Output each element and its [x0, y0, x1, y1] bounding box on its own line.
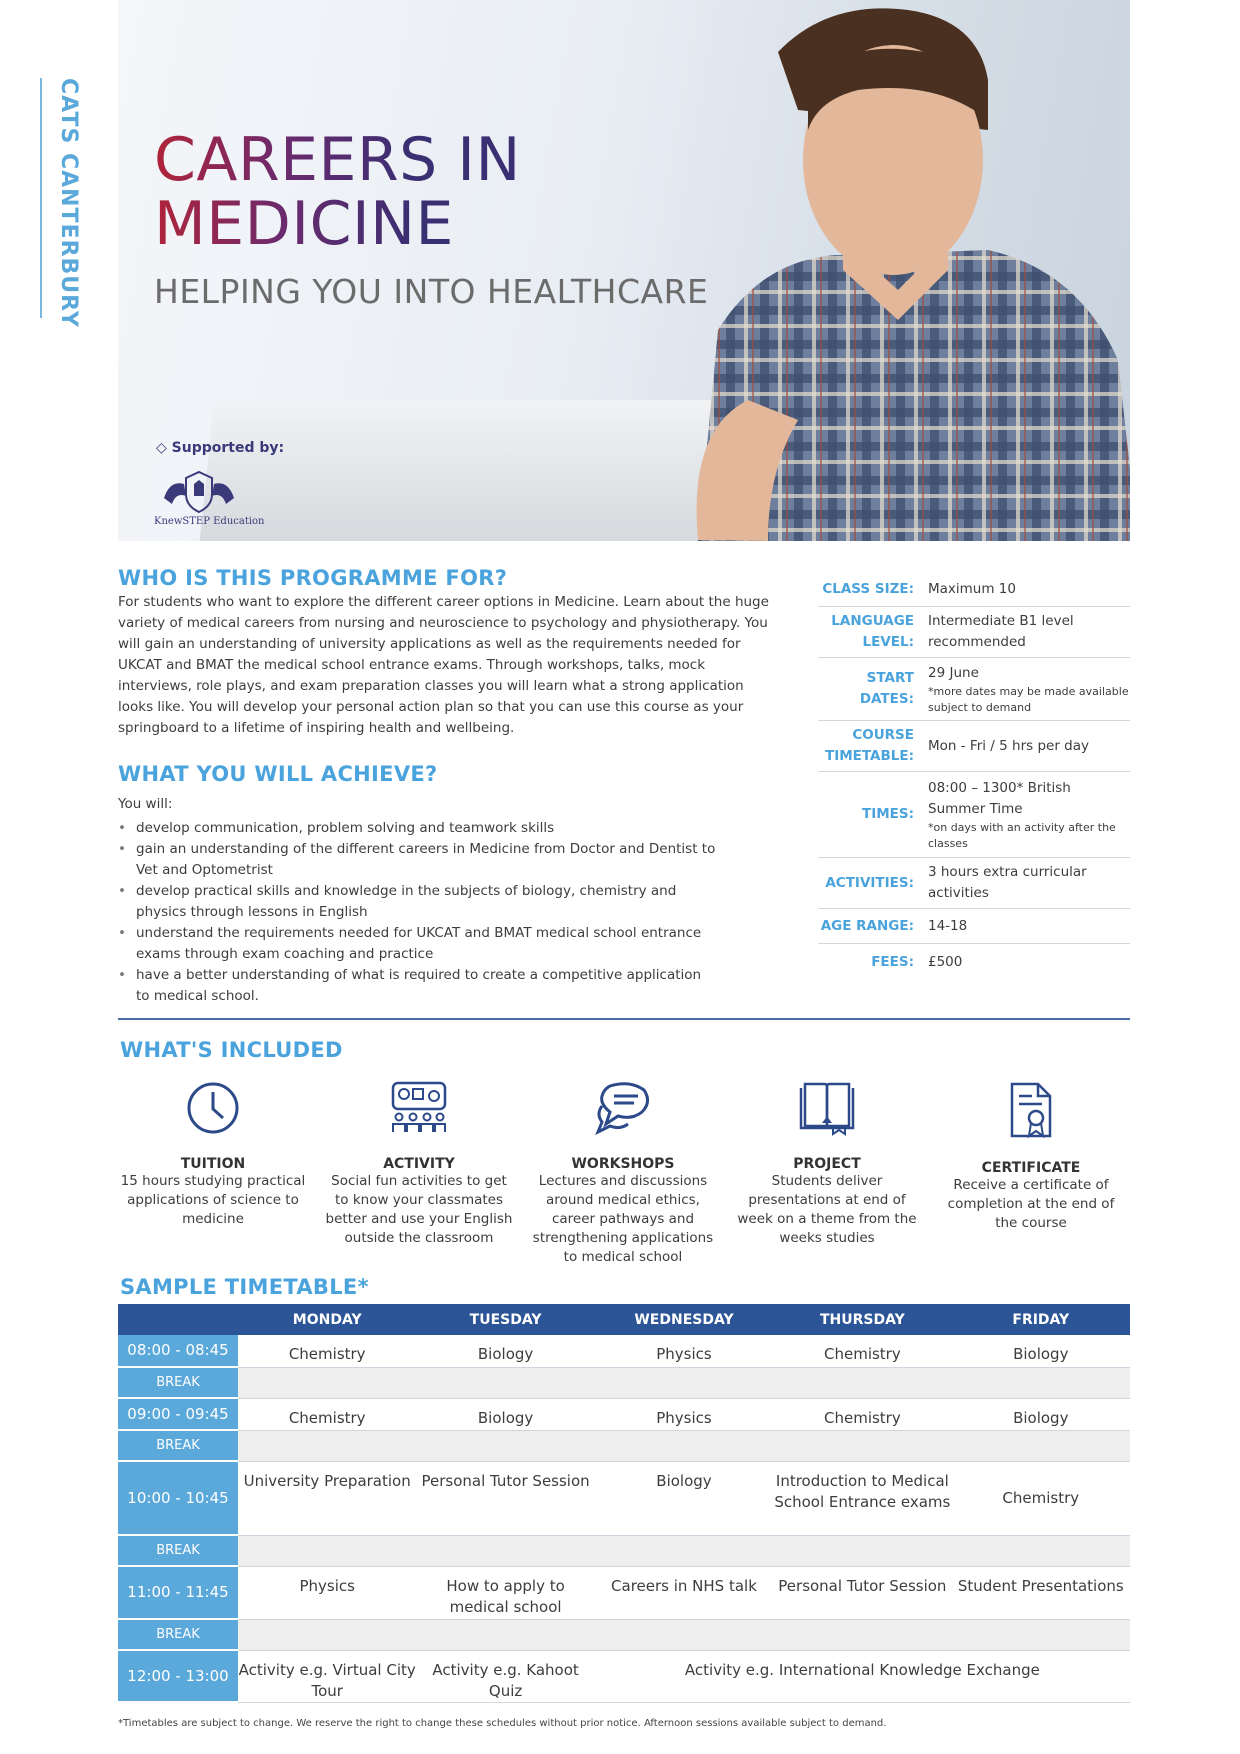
time-cell: 11:00 - 11:45 [118, 1566, 238, 1619]
break-row [118, 1430, 1130, 1461]
day-header: WEDNESDAY [595, 1304, 773, 1335]
fact-value: 08:00 – 1300* British Summer Time [928, 779, 1071, 817]
included-desc: Social fun activities to get to know your classmates better and use your English outside the classroom [325, 1173, 513, 1246]
lesson-cell: How to apply to medical school [416, 1566, 594, 1619]
break-row [118, 1367, 1130, 1398]
lesson-cell: Personal Tutor Session [773, 1566, 951, 1619]
activity-board-icon [390, 1080, 448, 1136]
lesson-cell: Biology [595, 1461, 773, 1535]
side-brand-text: CATS CANTERBURY [56, 78, 81, 328]
fact-age-range [818, 909, 1130, 944]
timetable [118, 1304, 1130, 1703]
lesson-cell: Student Presentations [952, 1566, 1130, 1619]
timetable-row [118, 1335, 1130, 1367]
crest-icon [154, 468, 244, 514]
lesson-cell: Chemistry [238, 1398, 416, 1430]
achieve-intro: You will: [118, 796, 173, 812]
lesson-cell: Chemistry [773, 1398, 951, 1430]
fact-note: *on days with an activity after the classes [928, 820, 1116, 850]
book-icon [797, 1080, 857, 1136]
lesson-cell: Activity e.g. International Knowledge Exchange [595, 1650, 1130, 1702]
fact-label: LANGUAGE LEVEL: [831, 613, 914, 650]
fact-label: ACTIVITIES: [825, 874, 914, 891]
lesson-cell: Personal Tutor Session [416, 1461, 594, 1535]
fact-label: TIMES: [861, 806, 914, 822]
fact-fees [818, 944, 1130, 980]
hero-title-line-2: MEDICINE [154, 189, 454, 259]
fact-value: Maximum 10 [928, 580, 1016, 597]
timetable-row [118, 1566, 1130, 1619]
day-header: MONDAY [238, 1304, 416, 1335]
achieve-item: • develop practical skills and knowledge in the subjects of biology, chemistry and physics through lessons in English [118, 881, 718, 923]
fact-times [818, 772, 1130, 858]
included-title: CERTIFICATE [981, 1160, 1081, 1176]
day-header: THURSDAY [773, 1304, 951, 1335]
supporter-name: KnewSTEP Education [154, 516, 265, 527]
supporter-logo [154, 468, 274, 530]
section-divider [118, 1018, 1130, 1020]
day-header: FRIDAY [952, 1304, 1130, 1335]
included-title: TUITION [180, 1156, 246, 1172]
time-cell: 09:00 - 09:45 [118, 1398, 238, 1430]
lesson-cell: Physics [595, 1335, 773, 1367]
timetable-corner [118, 1304, 238, 1335]
lesson-cell: Chemistry [238, 1335, 416, 1367]
time-cell: 12:00 - 13:00 [118, 1650, 238, 1702]
supported-by-label: ◇ Supported by: [156, 440, 285, 456]
fact-class-size [818, 572, 1130, 607]
time-cell: 10:00 - 10:45 [118, 1461, 238, 1535]
included-desc: Students deliver presentations at end of week on a theme from the weeks studies [737, 1173, 917, 1246]
student-photo [658, 0, 1130, 541]
break-cell: BREAK [118, 1619, 238, 1650]
lesson-cell: Activity e.g. Kahoot Quiz [416, 1650, 594, 1702]
fact-value: Mon - Fri / 5 hrs per day [928, 737, 1089, 754]
timetable-header-row [118, 1304, 1130, 1335]
lesson-cell: Activity e.g. Virtual City Tour [238, 1650, 416, 1702]
clock-icon [185, 1080, 241, 1136]
hero-title [154, 125, 521, 259]
included-activity [324, 1080, 514, 1248]
fact-label: CLASS SIZE: [822, 580, 914, 597]
lesson-cell: Physics [238, 1566, 416, 1619]
hero-banner [118, 0, 1130, 541]
timetable-row [118, 1461, 1130, 1535]
course-facts [818, 572, 1130, 980]
included-title: WORKSHOPS [571, 1156, 675, 1172]
lesson-cell: Biology [416, 1335, 594, 1367]
achieve-item: • understand the requirements needed for UKCAT and BMAT medical school entrance exams through exam coaching and practice [118, 923, 718, 965]
lesson-cell: Chemistry [952, 1461, 1130, 1535]
timetable-row [118, 1650, 1130, 1702]
fact-start-dates [818, 658, 1130, 721]
achieve-item: • develop communication, problem solving and teamwork skills [118, 818, 718, 839]
break-cell: BREAK [118, 1430, 238, 1461]
included-desc: 15 hours studying practical applications of science to medicine [120, 1173, 306, 1227]
fact-activities [818, 858, 1130, 909]
achieve-list [118, 818, 718, 1007]
lesson-cell: University Preparation [238, 1461, 416, 1535]
fact-value: 29 June [928, 664, 979, 681]
fact-label: AGE RANGE: [820, 917, 914, 934]
lesson-cell: Biology [952, 1398, 1130, 1430]
hero-subtitle: HELPING YOU INTO HEALTHCARE [154, 272, 709, 311]
included-tuition [118, 1080, 308, 1229]
timetable-heading: SAMPLE TIMETABLE* [120, 1275, 369, 1299]
included-desc: Lectures and discussions around medical ethics, career pathways and strengthening applications to medical school [532, 1173, 714, 1265]
fact-label: COURSE TIMETABLE: [824, 727, 914, 764]
included-title: ACTIVITY [383, 1156, 455, 1172]
time-cell: 08:00 - 08:45 [118, 1335, 238, 1367]
lesson-cell: Careers in NHS talk [595, 1566, 773, 1619]
break-cell: BREAK [118, 1535, 238, 1566]
fact-language-level [818, 607, 1130, 658]
included-project [732, 1080, 922, 1248]
side-brand-label [40, 78, 102, 328]
fact-label: START DATES: [859, 670, 914, 707]
fact-course-timetable [818, 721, 1130, 772]
certificate-icon [1008, 1080, 1054, 1140]
lesson-cell: Introduction to Medical School Entrance exams [773, 1461, 951, 1535]
break-cell: BREAK [118, 1367, 238, 1398]
fact-value: 14-18 [928, 917, 968, 934]
achieve-item: • have a better understanding of what is required to create a competitive application to medical school. [118, 965, 718, 1007]
lesson-cell: Physics [595, 1398, 773, 1430]
hero-title-line-1: CAREERS IN [154, 125, 521, 195]
fact-value: Intermediate B1 level recommended [928, 613, 1074, 650]
break-row [118, 1535, 1130, 1566]
fact-label: FEES: [871, 953, 914, 970]
achieve-heading: WHAT YOU WILL ACHIEVE? [118, 762, 438, 786]
achieve-item: • gain an understanding of the different careers in Medicine from Doctor and Dentist to Vet and Optometrist [118, 839, 718, 881]
fact-value: 3 hours extra curricular activities [928, 864, 1087, 901]
included-workshops [528, 1080, 718, 1267]
lesson-cell: Biology [416, 1398, 594, 1430]
day-header: TUESDAY [416, 1304, 594, 1335]
fact-note: *more dates may be made available subject to demand [928, 684, 1129, 714]
timetable-footnote: *Timetables are subject to change. We reserve the right to change these schedules without prior notice. Afternoon sessions available subject to demand. [118, 1718, 887, 1729]
timetable-row [118, 1398, 1130, 1430]
break-row [118, 1619, 1130, 1650]
who-heading: WHO IS THIS PROGRAMME FOR? [118, 566, 508, 590]
fact-value: £500 [928, 953, 963, 970]
included-title: PROJECT [793, 1156, 861, 1172]
speech-bubbles-icon [594, 1080, 652, 1136]
lesson-cell: Chemistry [773, 1335, 951, 1367]
included-heading: WHAT'S INCLUDED [120, 1038, 343, 1062]
lesson-cell: Biology [952, 1335, 1130, 1367]
included-desc: Receive a certificate of completion at the end of the course [947, 1177, 1115, 1231]
who-text: For students who want to explore the different career options in Medicine. Learn about the huge variety of medical careers from nursing and neuroscience to psychology and physiotherapy. You will gain an understanding of university applications as well as the requirements needed for UKCAT and BMAT the medical school entrance exams. Through workshops, talks, mock interviews, role plays, and exam preparation classes you will learn what a strong application looks like. You will develop your personal action plan so that you can use this course as your springboard to a lifetime of inspiring health and wellbeing. [118, 594, 769, 736]
included-certificate [936, 1080, 1126, 1233]
